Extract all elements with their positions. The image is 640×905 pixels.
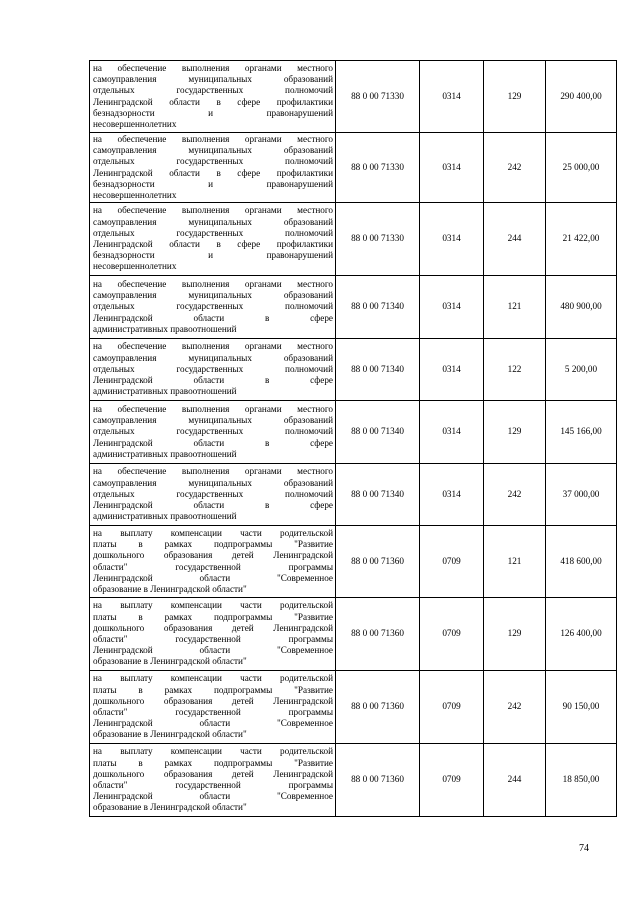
row-target-code: 88 0 00 71340 (336, 401, 420, 464)
row-target-code: 88 0 00 71360 (336, 598, 420, 671)
row-description (90, 744, 336, 817)
row-target-code: 88 0 00 71330 (336, 203, 420, 276)
description-line: на обеспечение выполнения органами местного (93, 62, 333, 73)
description-line: платы в рамках подпрограммы "Развитие (93, 611, 333, 622)
row-expense-type: 242 (484, 671, 546, 744)
row-target-code: 88 0 00 71360 (336, 526, 420, 598)
row-description (90, 203, 336, 276)
description-line: области" государственной программы (93, 707, 333, 717)
row-expense-type: 129 (484, 598, 546, 671)
table-row (90, 526, 617, 598)
row-section-code: 0709 (420, 671, 484, 744)
description-line: образование в Ленинградской области" (93, 583, 247, 594)
page-number: 74 (579, 843, 589, 854)
description-line: платы в рамках подпрограммы "Развитие (93, 539, 333, 550)
description-line: образование в Ленинградской области" (93, 729, 247, 740)
row-section-code: 0709 (420, 598, 484, 671)
row-expense-type: 244 (484, 203, 546, 276)
description-line: самоуправления муниципальных образований (93, 352, 333, 363)
description-line: на обеспечение выполнения органами местного (93, 341, 333, 352)
budget-table-body (90, 61, 617, 817)
description-line: Ленинградской области "Современное (93, 718, 333, 729)
table-row (90, 203, 617, 276)
row-section-code: 0314 (420, 276, 484, 339)
description-line: несовершеннолетних (93, 189, 177, 200)
description-line: Ленинградской области "Современное (93, 645, 333, 656)
description-line: несовершеннолетних (93, 261, 177, 272)
description-line: дошкольного образования детей Ленинградской (93, 622, 333, 633)
description-line: дошкольного образования детей Ленинградской (93, 768, 333, 779)
row-amount: 90 150,00 (546, 671, 617, 744)
description-line: дошкольного образования детей Ленинградской (93, 550, 333, 561)
description-line: самоуправления муниципальных образований (93, 74, 333, 85)
description-line: Ленинградской области в сфере (93, 437, 333, 448)
table-row (90, 276, 617, 339)
description-line: отдельных государственных полномочий (93, 301, 333, 312)
row-section-code: 0709 (420, 526, 484, 598)
description-line: области" государственной программы (93, 780, 333, 790)
description-line: безнадзорности и правонарушений (93, 250, 333, 261)
row-target-code: 88 0 00 71360 (336, 671, 420, 744)
row-amount: 290 400,00 (546, 61, 617, 133)
row-section-code: 0314 (420, 464, 484, 526)
description-line: образование в Ленинградской области" (93, 802, 247, 813)
description-line: на выплату компенсации части родительской (93, 527, 333, 538)
row-section-code: 0314 (420, 339, 484, 401)
description-line: самоуправления муниципальных образований (93, 415, 333, 426)
row-target-code: 88 0 00 71340 (336, 276, 420, 339)
description-line: области" государственной программы (93, 561, 333, 572)
description-line: Ленинградской области "Современное (93, 572, 333, 583)
table-row (90, 464, 617, 526)
description-line: на выплату компенсации части родительской (93, 673, 333, 684)
row-expense-type: 122 (484, 339, 546, 401)
description-line: отдельных государственных полномочий (93, 426, 333, 437)
row-amount: 18 850,00 (546, 744, 617, 817)
description-line: несовершеннолетних (93, 118, 177, 129)
row-target-code: 88 0 00 71340 (336, 339, 420, 401)
description-line: административных правоотношений (93, 386, 237, 397)
description-line: Ленинградской области в сфере (93, 500, 333, 511)
row-description (90, 276, 336, 339)
row-amount: 25 000,00 (546, 133, 617, 203)
row-amount: 126 400,00 (546, 598, 617, 671)
row-section-code: 0314 (420, 401, 484, 464)
description-line: Ленинградской области в сфере (93, 375, 333, 386)
description-line: на обеспечение выполнения органами местного (93, 278, 333, 289)
row-target-code: 88 0 00 71340 (336, 464, 420, 526)
description-line: платы в рамках подпрограммы "Развитие (93, 757, 333, 768)
row-amount: 21 422,00 (546, 203, 617, 276)
table-row (90, 133, 617, 203)
row-expense-type: 244 (484, 744, 546, 817)
description-line: административных правоотношений (93, 448, 237, 459)
description-line: самоуправления муниципальных образований (93, 477, 333, 488)
row-target-code: 88 0 00 71330 (336, 61, 420, 133)
description-line: отдельных государственных полномочий (93, 227, 333, 238)
table-row (90, 598, 617, 671)
row-target-code: 88 0 00 71360 (336, 744, 420, 817)
row-expense-type: 129 (484, 401, 546, 464)
description-line: на обеспечение выполнения органами местного (93, 133, 333, 144)
budget-table (89, 60, 617, 817)
row-section-code: 0314 (420, 133, 484, 203)
description-line: безнадзорности и правонарушений (93, 107, 333, 118)
table-row (90, 671, 617, 744)
row-description (90, 671, 336, 744)
description-line: безнадзорности и правонарушений (93, 178, 333, 189)
row-expense-type: 242 (484, 464, 546, 526)
description-line: Ленинградской области в сфере профилактики (93, 96, 333, 107)
description-line: на выплату компенсации части родительской (93, 600, 333, 611)
row-expense-type: 121 (484, 526, 546, 598)
description-line: отдельных государственных полномочий (93, 156, 333, 167)
row-description (90, 464, 336, 526)
description-line: на обеспечение выполнения органами местного (93, 403, 333, 414)
row-expense-type: 242 (484, 133, 546, 203)
description-line: платы в рамках подпрограммы "Развитие (93, 684, 333, 695)
table-row (90, 401, 617, 464)
description-line: Ленинградской области в сфере профилактики (93, 239, 333, 249)
description-line: отдельных государственных полномочий (93, 488, 333, 499)
row-section-code: 0709 (420, 744, 484, 817)
table-row (90, 61, 617, 133)
description-line: Ленинградской области в сфере профилактики (93, 167, 333, 178)
row-section-code: 0314 (420, 203, 484, 276)
row-amount: 480 900,00 (546, 276, 617, 339)
table-row (90, 339, 617, 401)
description-line: на обеспечение выполнения органами местного (93, 205, 333, 216)
table-row (90, 744, 617, 817)
description-line: самоуправления муниципальных образований (93, 216, 333, 227)
row-description (90, 339, 336, 401)
description-line: самоуправления муниципальных образований (93, 290, 333, 301)
description-line: отдельных государственных полномочий (93, 363, 333, 374)
row-target-code: 88 0 00 71330 (336, 133, 420, 203)
row-description (90, 61, 336, 133)
row-expense-type: 129 (484, 61, 546, 133)
row-amount: 37 000,00 (546, 464, 617, 526)
description-line: Ленинградской области "Современное (93, 791, 333, 802)
description-line: отдельных государственных полномочий (93, 85, 333, 96)
row-amount: 5 200,00 (546, 339, 617, 401)
row-amount: 145 166,00 (546, 401, 617, 464)
description-line: на выплату компенсации части родительской (93, 746, 333, 757)
row-amount: 418 600,00 (546, 526, 617, 598)
description-line: административных правоотношений (93, 511, 237, 522)
description-line: самоуправления муниципальных образований (93, 145, 333, 156)
row-description (90, 526, 336, 598)
description-line: административных правоотношений (93, 323, 237, 334)
row-expense-type: 121 (484, 276, 546, 339)
description-line: Ленинградской области в сфере (93, 312, 333, 323)
description-line: на обеспечение выполнения органами местного (93, 466, 333, 477)
description-line: дошкольного образования детей Ленинградской (93, 695, 333, 706)
row-description (90, 401, 336, 464)
row-description (90, 598, 336, 671)
description-line: области" государственной программы (93, 634, 333, 644)
description-line: образование в Ленинградской области" (93, 656, 247, 667)
row-section-code: 0314 (420, 61, 484, 133)
row-description (90, 133, 336, 203)
